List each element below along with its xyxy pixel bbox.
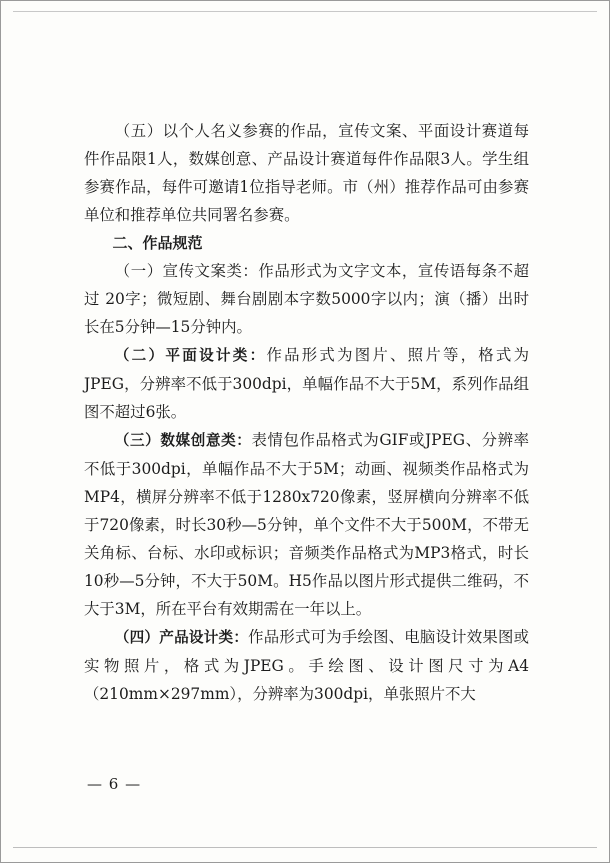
document-body	[84, 117, 529, 708]
page-number: — 6 —	[87, 775, 142, 793]
paragraph-lead: （三）数媒创意类：	[114, 432, 252, 449]
section-heading-work-specs: 二、作品规范	[112, 234, 203, 252]
scan-border-bottom	[13, 847, 597, 848]
paragraph-text: （五）以个人名义参赛的作品，宣传文案、平面设计赛道每件作品限1人，数媒创意、产品设计赛道每件作品限3人。学生组参赛作品，每件可邀请1位指导老师。市（州）推荐作品可由参赛单位和推荐单位共同署名参赛。	[84, 122, 529, 224]
paragraph-lead: （四）产品设计类：	[114, 629, 249, 646]
paragraph-copywriting	[84, 257, 529, 341]
paragraph-lead: （二）平面设计类：	[114, 347, 267, 364]
paragraph-product-design	[84, 623, 529, 708]
paragraph-text: （一）宣传文案类：作品形式为文字文本，宣传语每条不超过 20字；微短剧、舞台剧剧本字数5000字以内；演（播）出时长在5分钟—15分钟内。	[84, 262, 529, 336]
paragraph-text: 表情包作品格式为GIF或JPEG、分辨率不低于300dpi，单幅作品不大于5M；动画、视频类作品格式为MP4，横屏分辨率不低于1280x720像素，竖屏横向分辨率不低于720像素，时长30秒—5分钟，单个文件不大于500M，不带无关角标、台标、水印或标识；音频类作品格式为MP3格式，时长10秒—5分钟，不大于50M。H5作品以图片形式提供二维码，不大于3M，所在平台有效期需在一年以上。	[84, 431, 529, 618]
paragraph-text: 作品形式为图片、照片等，格式为JPEG，分辨率不低于300dpi，单幅作品不大于5M，系列作品组图不超过6张。	[84, 346, 529, 421]
paragraph-text: 作品形式可为手绘图、电脑设计效果图或实物照片，格式为JPEG。手绘图、设计图尺寸为A4（210mm×297mm），分辨率为300dpi，单张照片不大	[84, 628, 529, 703]
paragraph-digital-media	[84, 426, 529, 623]
scan-border-top	[13, 11, 597, 12]
paragraph-individual-entries	[84, 117, 529, 229]
paragraph-graphic-design	[84, 341, 529, 426]
